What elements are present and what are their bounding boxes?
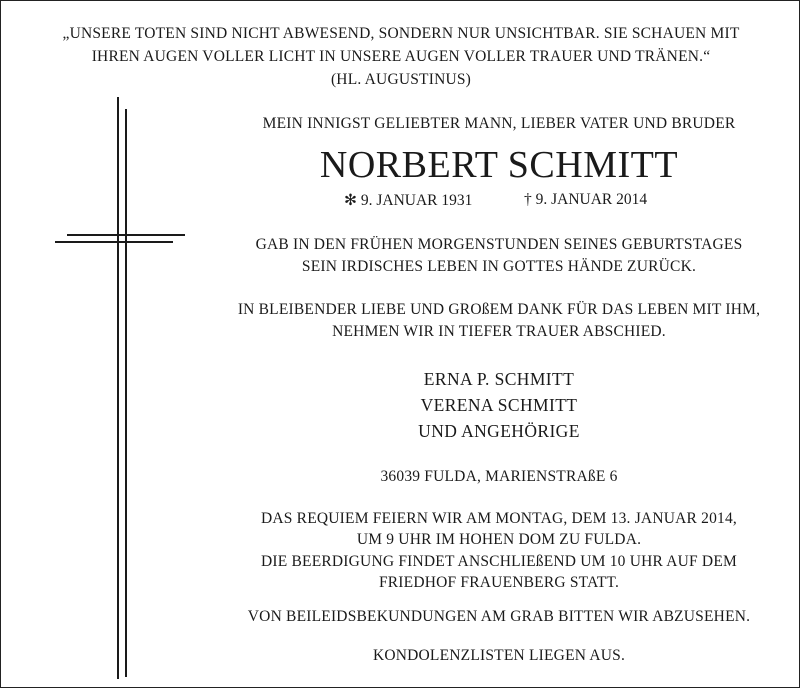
message-1-line-1: GAB IN DEN FRÜHEN MORGENSTUNDEN SEINES GEBURTSTAGES [255, 236, 743, 253]
requiem-line-4: FRIEDHOF FRAUENBERG STATT. [378, 574, 620, 591]
requiem-line-3: DIE BEERDIGUNG FINDET ANSCHLIEßEND UM 10 UHR AUF DEM [261, 553, 737, 570]
message-2-line-2: NEHMEN WIR IN TIEFER TRAUER ABSCHIED. [332, 323, 666, 340]
condolence-note: VON BEILEIDSBEKUNDUNGEN AM GRAB BITTEN WIR ABZUSEHEN. [247, 608, 751, 625]
quote-line-1: „UNSERE TOTEN SIND NICHT ABWESEND, SONDERN NUR UNSICHTBAR. SIE SCHAUEN MIT [62, 25, 740, 42]
message-2-line-1: IN BLEIBENDER LIEBE UND GROßEM DANK FÜR DAS LEBEN MIT IHM, [237, 301, 761, 318]
quote-author: (HL. AUGUSTINUS) [330, 71, 472, 88]
requiem-line-2: UM 9 UHR IM HOHEN DOM ZU FULDA. [356, 531, 642, 548]
requiem-line-1: DAS REQUIEM FEIERN WIR AM MONTAG, DEM 13. JANUAR 2014, [260, 510, 737, 527]
condolence-lists-note: KONDOLENZLISTEN LIEGEN AUS. [372, 647, 626, 664]
family-member: UND ANGEHÖRIGE [418, 421, 580, 441]
deceased-name: NORBERT SCHMITT [319, 144, 679, 186]
address: 36039 FULDA, MARIENSTRAßE 6 [380, 468, 618, 485]
birth-date: ✻ 9. JANUAR 1931 [344, 192, 473, 209]
relation-line: MEIN INNIGST GELIEBTER MANN, LIEBER VATER UND BRUDER [262, 115, 736, 132]
family-member: VERENA SCHMITT [420, 395, 578, 415]
message-1-line-2: SEIN IRDISCHES LEBEN IN GOTTES HÄNDE ZURÜCK. [301, 258, 697, 275]
family-member: ERNA P. SCHMITT [423, 369, 575, 389]
quote-line-2: IHREN AUGEN VOLLER LICHT IN UNSERE AUGEN VOLLER TRAUER UND TRÄNEN.“ [91, 48, 711, 65]
death-date: † 9. JANUAR 2014 [524, 191, 648, 208]
